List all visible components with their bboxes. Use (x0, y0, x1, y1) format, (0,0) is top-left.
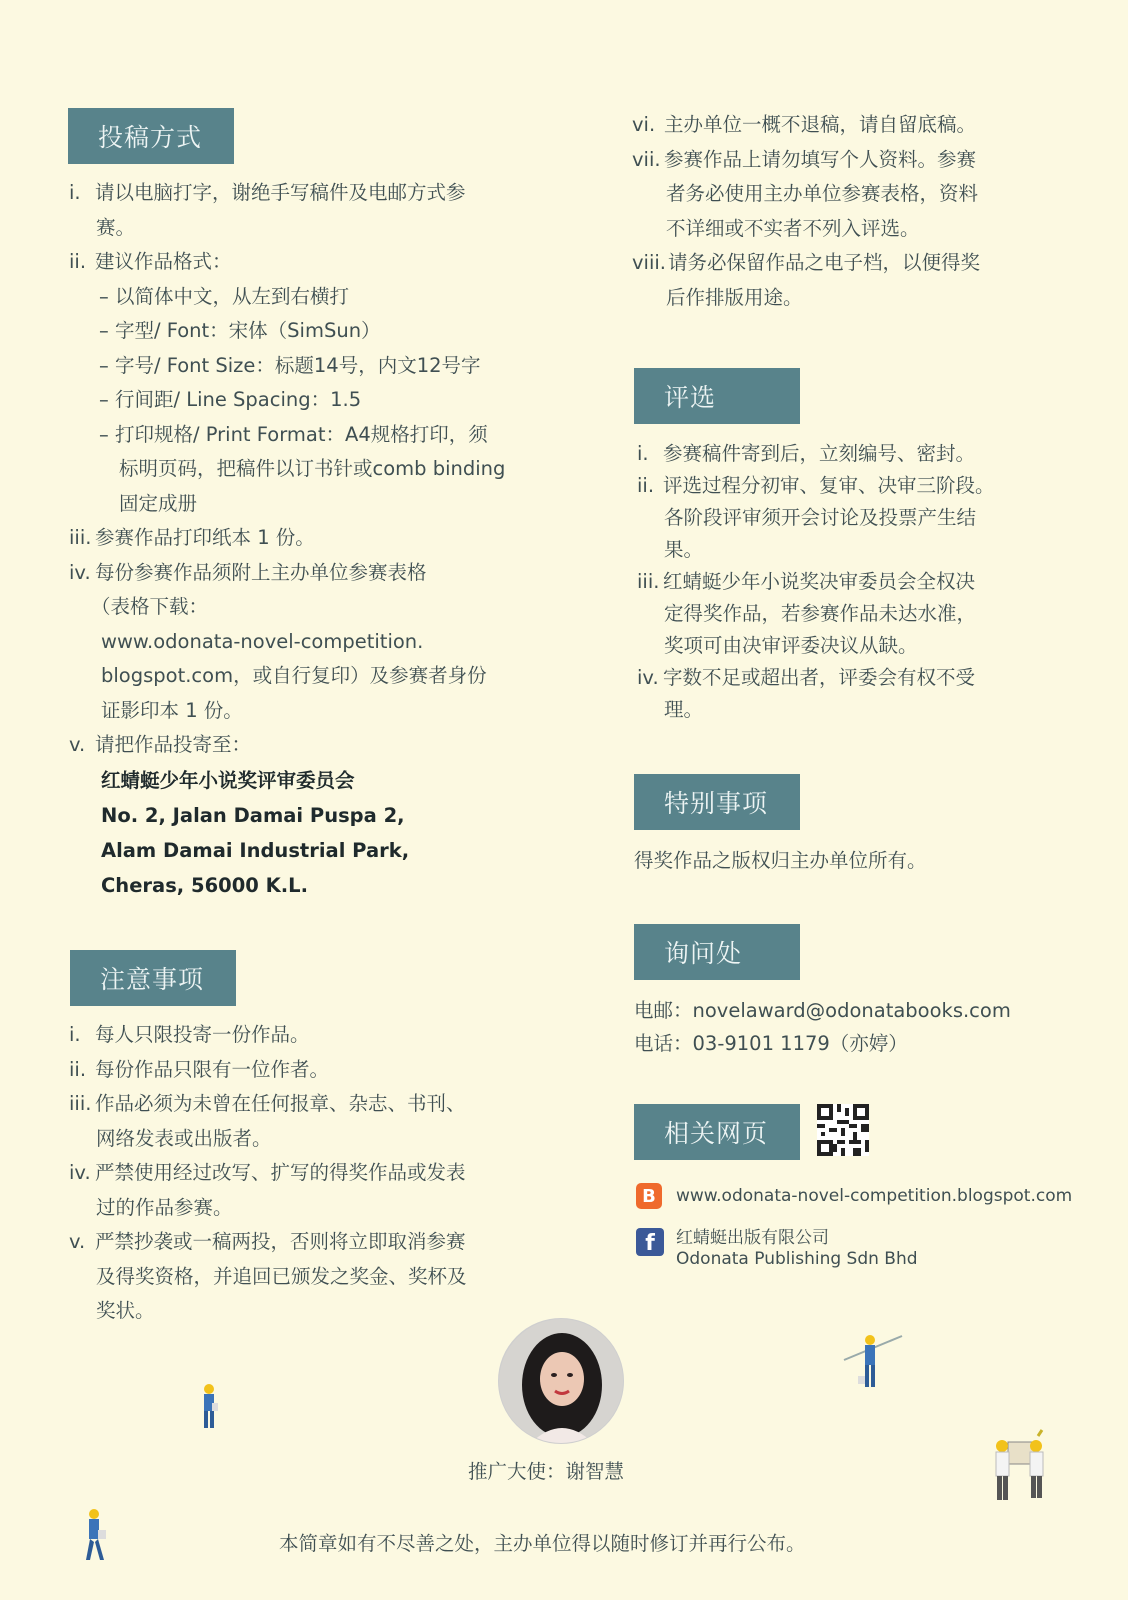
list-item: iii. 作品必须为未曾在任何报章、杂志、书刊、 (69, 1092, 466, 1115)
worker-figure-icon (83, 1508, 109, 1564)
enquiry-phone: 电话：03-9101 1179（亦婷） (634, 1032, 908, 1055)
ambassador-caption: 推广大使：谢智慧 (468, 1460, 625, 1483)
list-item: vi. 主办单位一概不退稿，请自留底稿。 (632, 113, 977, 136)
special-text: 得奖作品之版权归主办单位所有。 (634, 849, 927, 872)
list-item: viii. 请务必保留作品之电子档，以便得奖 (632, 251, 981, 274)
blog-link[interactable]: B www.odonata-novel-competition.blogspot.com (636, 1183, 1072, 1209)
links-header: 相关网页 (634, 1104, 800, 1160)
list-item: i. 每人只限投寄一份作品。 (69, 1023, 310, 1046)
list-item: i. 参赛稿件寄到后，立刻编号、密封。 (637, 442, 976, 465)
portrait-image (499, 1319, 624, 1444)
workers-sign-icon (990, 1428, 1060, 1506)
list-item: v. 请把作品投寄至： (69, 733, 252, 756)
mailing-address: 红蜻蜓少年小说奖评审委员会 No. 2, Jalan Damai Puspa 2, Alam Damai Industrial Park, Cheras, 56000 K.L. (101, 768, 410, 897)
list-item: ii. 建议作品格式： (69, 250, 232, 273)
facebook-icon: f (636, 1228, 664, 1256)
list-item: ii. 每份作品只限有一位作者。 (69, 1057, 330, 1081)
footer-note: 本简章如有不尽善之处，主办单位得以随时修订并再行公布。 (279, 1532, 806, 1555)
list-item: iii. 红蜻蜓少年小说奖决审委员会全权决 (637, 570, 976, 593)
list-item: iv. 每份参赛作品须附上主办单位参赛表格 (69, 560, 427, 584)
judging-header: 评选 (634, 368, 800, 424)
submission-header: 投稿方式 (68, 108, 234, 164)
ambassador-photo (498, 1318, 624, 1444)
submission-list: i. 请以电脑打字，谢绝手写稿件及电邮方式参 赛。 ii. 建议作品格式： – 以简体中文，从左到右横打 – 字型/ Font：宋体（SimSun） – 字号/ Font Size：标题14号，内文12号字 – 行间距/ Line Spacing：1.5 – 打印规格/ Print Format：A4规格打印，须 标明页码，把稿件以订书针或comb binding 固定成册 iii. 参赛作品打印纸本 1 份。 iv. 每份参赛作品须附上主办单位参赛表格 （表格下载： www.odonata-novel-competition. blogspot.com，或自行复印）及参赛者身份 证影印本 1 份。 v. 请把作品投寄至： 红蜻蜓少年小说奖评审委员会 No. 2, Jalan Damai Puspa 2, Alam Damai Industrial Park, Cheras, 56000 K.L. (69, 176, 539, 903)
facebook-link[interactable]: f 红蜻蜓出版有限公司 Odonata Publishing Sdn Bhd (636, 1228, 918, 1270)
list-item: v. 严禁抄袭或一稿两投，否则将立即取消参赛 (69, 1230, 466, 1253)
notes-header: 注意事项 (70, 950, 236, 1006)
worker-figure-icon (840, 1330, 906, 1392)
qr-code-image (817, 1104, 869, 1156)
special-header: 特别事项 (634, 774, 800, 830)
list-item: ii. 评选过程分初审、复审、决审三阶段。 (637, 474, 995, 497)
blogger-icon: B (636, 1183, 662, 1209)
list-item: vii. 参赛作品上请勿填写个人资料。参赛 (632, 147, 977, 171)
qr-code[interactable] (817, 1104, 869, 1156)
enquiry-header: 询问处 (634, 924, 800, 980)
judging-list: i. 参赛稿件寄到后，立刻编号、密封。 ii. 评选过程分初审、复审、决审三阶段。 各阶段评审须开会讨论及投票产生结 果。 iii. 红蜻蜓少年小说奖决审委员会全权决 定得奖作品，若参赛作品未达水准， 奖项可由决审评委决议从缺。 iv. 字数不足或超出者，评委会有权不受 理。 (637, 438, 1077, 726)
list-item: iv. 字数不足或超出者，评委会有权不受 (637, 666, 976, 689)
worker-figure-icon (198, 1383, 220, 1431)
submission-list-continued: vi. 主办单位一概不退稿，请自留底稿。 vii. 参赛作品上请勿填写个人资料。参赛 者务必使用主办单位参赛表格，资料 不详细或不实者不列入评选。 viii. 请务必保留作品之电子档，以便得奖 后作排版用途。 (632, 108, 1072, 315)
list-item: i. 请以电脑打字，谢绝手写稿件及电邮方式参 (69, 181, 466, 204)
notes-list: i. 每人只限投寄一份作品。 ii. 每份作品只限有一位作者。 iii. 作品必须为未曾在任何报章、杂志、书刊、 网络发表或出版者。 iv. 严禁使用经过改写、扩写的得奖作品或发表 过的作品参赛。 v. 严禁抄袭或一稿两投，否则将立即取消参赛 及得奖资格，并追回已颁发之奖金、奖杯及 奖状。 (69, 1018, 539, 1329)
list-item: iii. 参赛作品打印纸本 1 份。 (69, 526, 315, 549)
enquiry-email: 电邮：novelaward@odonatabooks.com (634, 999, 1011, 1022)
list-item: iv. 严禁使用经过改写、扩写的得奖作品或发表 (69, 1161, 466, 1184)
